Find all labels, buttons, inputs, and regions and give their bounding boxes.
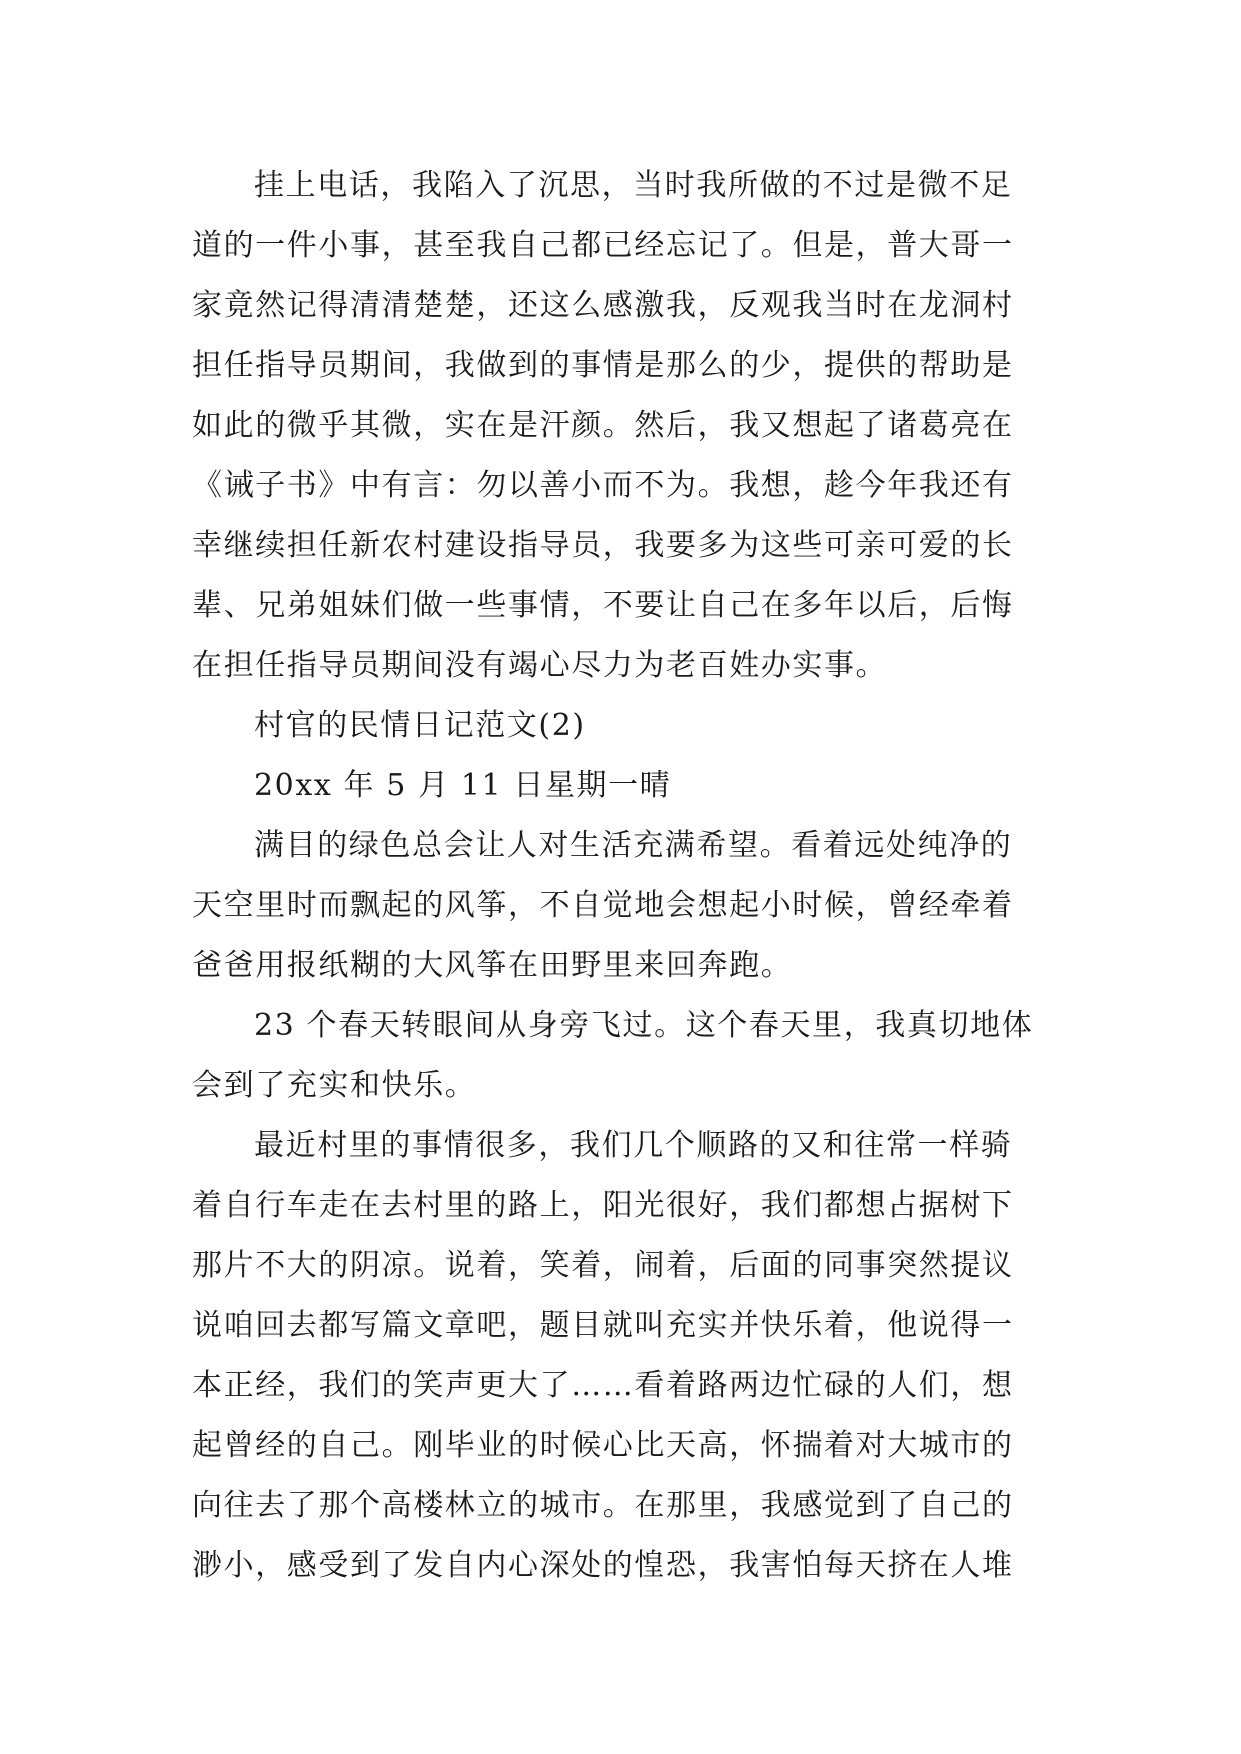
text-line: 道的一件小事，甚至我自己都已经忘记了。但是，普大哥一 bbox=[192, 228, 1014, 263]
text-line: 渺小，感受到了发自内心深处的惶恐，我害怕每天挤在人堆 bbox=[192, 1548, 1014, 1583]
text-line: 爸爸用报纸糊的大风筝在田野里来回奔跑。 bbox=[192, 948, 793, 983]
text-line: 那片不大的阴凉。说着，笑着，闹着，后面的同事突然提议 bbox=[192, 1248, 1014, 1283]
text-line: 《诫子书》中有言：勿以善小而不为。我想，趁今年我还有 bbox=[192, 468, 1014, 503]
text-line: 挂上电话，我陷入了沉思，当时我所做的不过是微不足 bbox=[254, 168, 1013, 203]
text-line: 会到了充实和快乐。 bbox=[192, 1068, 477, 1103]
section-title: 村官的民情日记范文(2) bbox=[254, 708, 586, 743]
text-line: 在担任指导员期间没有竭心尽力为老百姓办实事。 bbox=[192, 648, 888, 683]
text-line: 满目的绿色总会让人对生活充满希望。看着远处纯净的 bbox=[254, 828, 1013, 863]
text-line: 向往去了那个高楼林立的城市。在那里，我感觉到了自己的 bbox=[192, 1488, 1014, 1523]
text-line: 如此的微乎其微，实在是汗颜。然后，我又想起了诸葛亮在 bbox=[192, 408, 1014, 443]
document-body bbox=[192, 156, 1052, 1596]
text-line: 最近村里的事情很多，我们几个顺路的又和往常一样骑 bbox=[254, 1128, 1013, 1163]
text-line: 辈、兄弟姐妹们做一些事情，不要让自己在多年以后，后悔 bbox=[192, 588, 1014, 623]
diary-date: 20xx 年 5 月 11 日星期一晴 bbox=[254, 768, 672, 803]
text-line: 说咱回去都写篇文章吧，题目就叫充实并快乐着，他说得一 bbox=[192, 1308, 1014, 1343]
text-line: 家竟然记得清清楚楚，还这么感激我，反观我当时在龙洞村 bbox=[192, 288, 1014, 323]
text-line: 着自行车走在去村里的路上，阳光很好，我们都想占据树下 bbox=[192, 1188, 1014, 1223]
text-line: 本正经，我们的笑声更大了……看着路两边忙碌的人们，想 bbox=[192, 1368, 1014, 1403]
text-line: 天空里时而飘起的风筝，不自觉地会想起小时候，曾经牵着 bbox=[192, 888, 1014, 923]
text-line: 幸继续担任新农村建设指导员，我要多为这些可亲可爱的长 bbox=[192, 528, 1014, 563]
text-line: 担任指导员期间，我做到的事情是那么的少，提供的帮助是 bbox=[192, 348, 1014, 383]
text-line: 23 个春天转眼间从身旁飞过。这个春天里，我真切地体 bbox=[254, 1008, 1034, 1043]
text-line: 起曾经的自己。刚毕业的时候心比天高，怀揣着对大城市的 bbox=[192, 1428, 1014, 1463]
